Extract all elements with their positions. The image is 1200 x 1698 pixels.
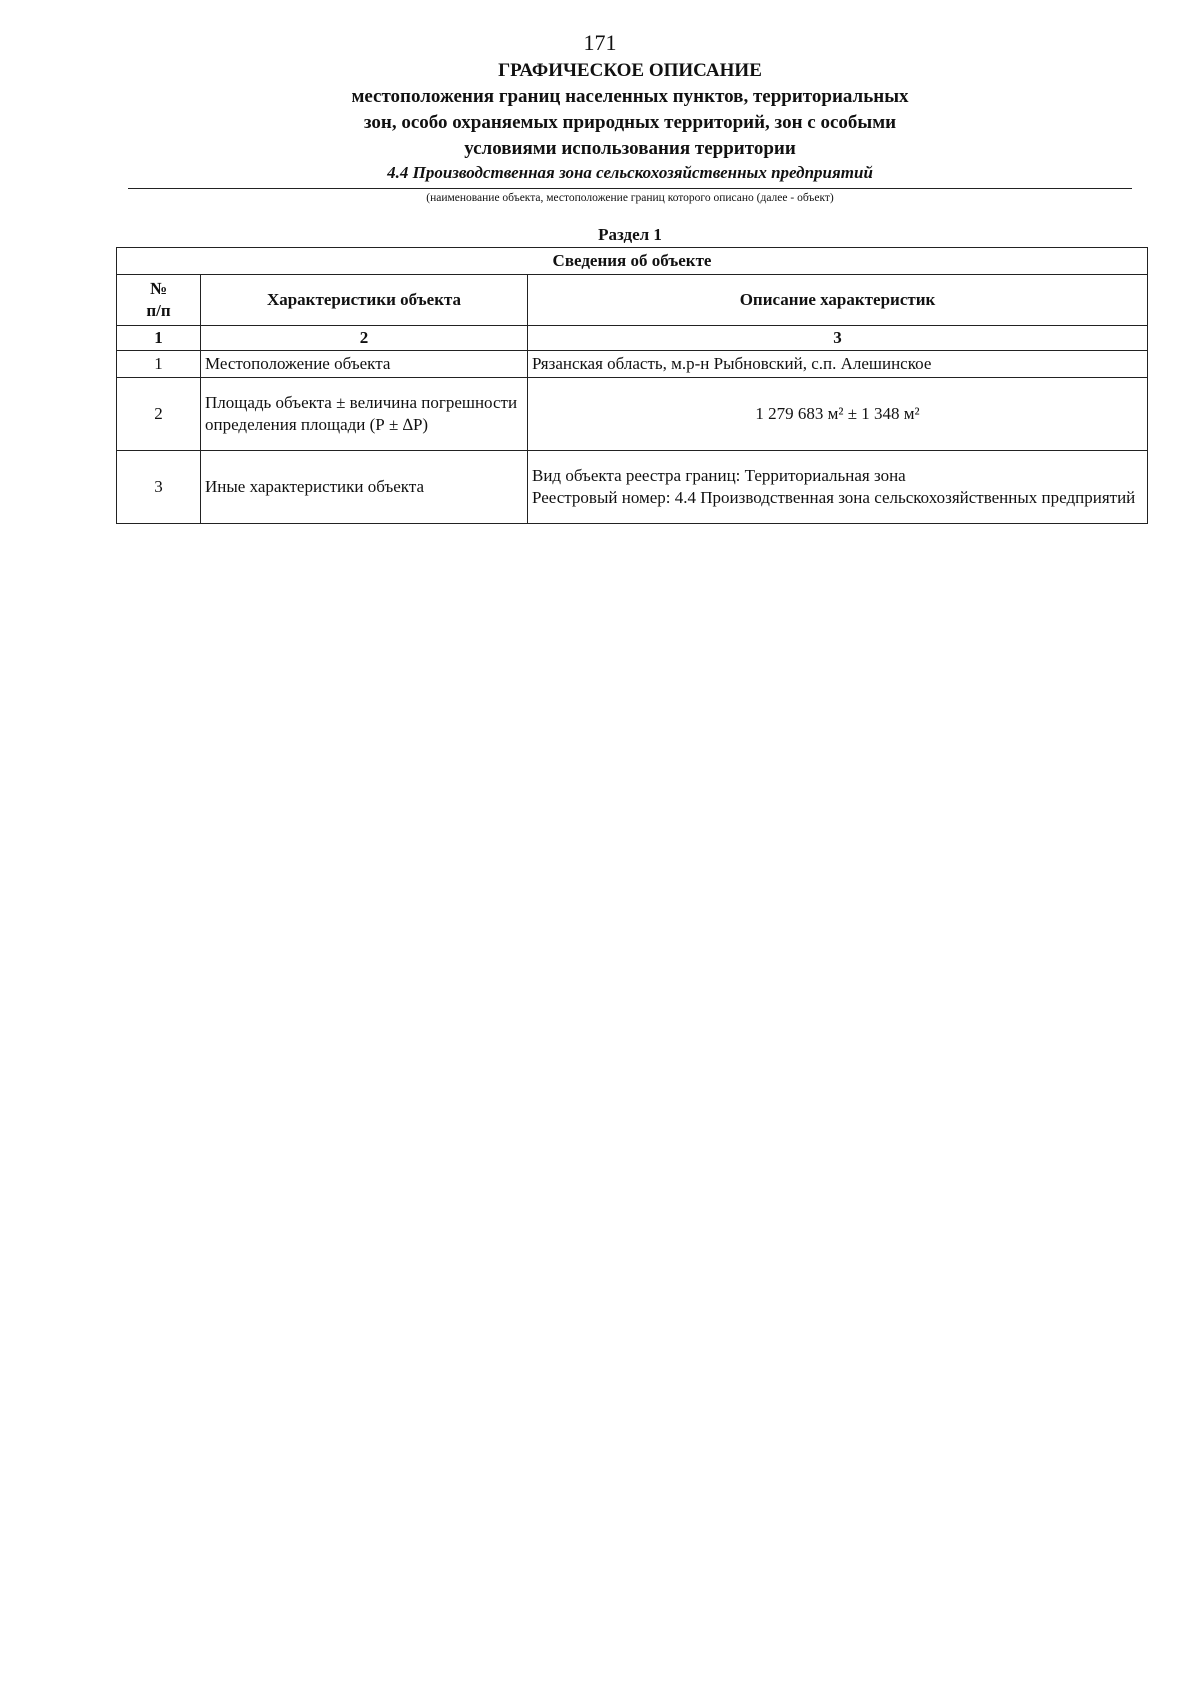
row-number: 1 [117, 351, 201, 378]
object-name-caption: (наименование объекта, местоположение границ которого описано (далее - объект) [426, 192, 834, 204]
column-header-number: № п/п [117, 275, 201, 326]
column-number: 3 [528, 326, 1148, 351]
column-header-description: Описание характеристик [528, 275, 1148, 326]
row-description: 1 279 683 м² ± 1 348 м² [528, 378, 1148, 451]
object-name: 4.4 Производственная зона сельскохозяйственных предприятий [387, 163, 873, 182]
table-row [117, 351, 1148, 378]
description-line: Реестровый номер: 4.4 Производственная зона сельскохозяйственных предприятий [532, 488, 1136, 507]
column-header-characteristic: Характеристики объекта [201, 275, 528, 326]
subtitle-line: условиями использования территории [464, 138, 796, 159]
column-number: 1 [117, 326, 201, 351]
row-description [528, 451, 1148, 524]
row-characteristic: Площадь объекта ± величина погрешности определения площади (Р ± ∆Р) [201, 378, 528, 451]
document-title: ГРАФИЧЕСКОЕ ОПИСАНИЕ [498, 60, 762, 81]
subtitle-line: местоположения границ населенных пунктов, территориальных [351, 86, 909, 107]
object-info-table [116, 247, 1148, 524]
table-caption: Сведения об объекте [117, 248, 1148, 275]
table-caption-row [117, 248, 1148, 275]
description-line: Вид объекта реестра границ: Территориальная зона [532, 466, 906, 485]
column-number: 2 [201, 326, 528, 351]
table-row [117, 378, 1148, 451]
document-subtitle [280, 84, 980, 162]
table-header-row [117, 275, 1148, 326]
object-name-underline [128, 188, 1132, 189]
column-numbers-row [117, 326, 1148, 351]
section-title: Раздел 1 [598, 225, 662, 244]
row-description: Рязанская область, м.р-н Рыбновский, с.п. Алешинское [528, 351, 1148, 378]
page-number: 171 [583, 30, 617, 55]
subtitle-line: зон, особо охраняемых природных территорий, зон с особыми [363, 112, 897, 133]
row-characteristic: Местоположение объекта [201, 351, 528, 378]
row-number: 3 [117, 451, 201, 524]
document-header [0, 58, 1200, 162]
row-characteristic: Иные характеристики объекта [201, 451, 528, 524]
table-row [117, 451, 1148, 524]
row-number: 2 [117, 378, 201, 451]
